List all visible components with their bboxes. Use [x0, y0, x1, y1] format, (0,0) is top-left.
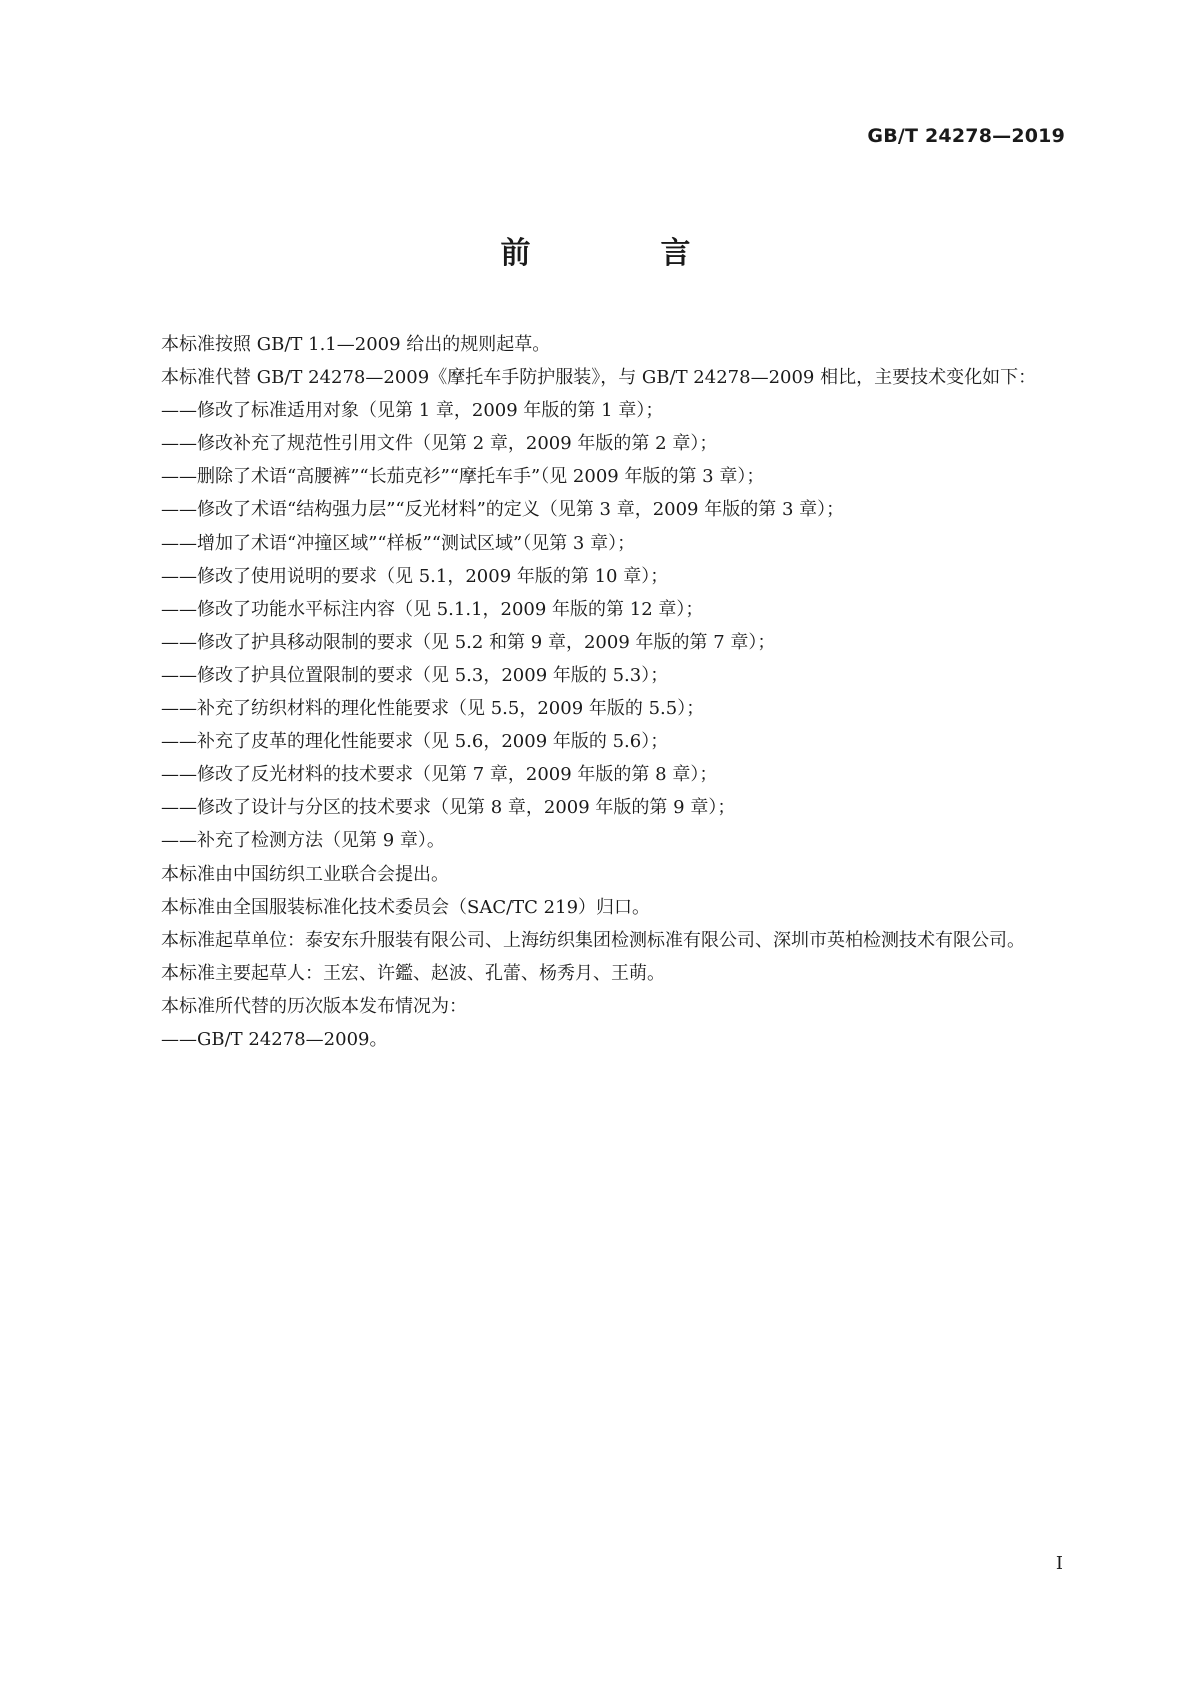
paragraph-drafting-rules: 本标准按照 GB/T 1.1—2009 给出的规则起草。 — [161, 334, 551, 355]
list-item: ——补充了检测方法（见第 9 章）。 — [161, 830, 445, 852]
paragraph-drafting-units: 本标准起草单位：泰安东升服装有限公司、上海纺织集团检测标准有限公司、深圳市英柏检测技术有限公司。 — [161, 929, 1025, 951]
list-item: ——修改了功能水平标注内容（见 5.1.1，2009 年版的第 12 章）； — [161, 598, 704, 620]
page-number: Ⅰ — [1055, 1553, 1063, 1574]
list-item: ——修改了反光材料的技术要求（见第 7 章，2009 年版的第 8 章）； — [161, 764, 718, 786]
paragraph-proposer: 本标准由中国纺织工业联合会提出。 — [161, 863, 449, 885]
paragraph-history-intro: 本标准所代替的历次版本发布情况为： — [161, 995, 467, 1017]
list-item: ——修改了标准适用对象（见第 1 章，2009 年版的第 1 章）； — [161, 400, 664, 422]
document-code: GB/T 24278—2019 — [867, 125, 1065, 147]
foreword-body — [125, 328, 1065, 1056]
list-item: ——增加了术语“冲撞区域”“样板”“测试区域”（见第 3 章）； — [161, 532, 636, 554]
list-item: ——删除了术语“高腰裤”“长茄克衫”“摩托车手”（见 2009 年版的第 3 章）； — [161, 466, 765, 488]
list-item: ——修改了护具位置限制的要求（见 5.3，2009 年版的 5.3）； — [161, 664, 669, 686]
paragraph-drafters: 本标准主要起草人：王宏、许鑑、赵波、孔蕾、杨秀月、王萌。 — [161, 962, 665, 984]
list-item: ——修改了使用说明的要求（见 5.1，2009 年版的第 10 章）； — [161, 565, 669, 587]
paragraph-committee: 本标准由全国服装标准化技术委员会（SAC/TC 219）归口。 — [161, 896, 651, 918]
list-item: ——修改了术语“结构强力层”“反光材料”的定义（见第 3 章，2009 年版的第 3 章）； — [161, 499, 845, 521]
changes-list — [125, 394, 1065, 857]
list-item: ——修改了设计与分区的技术要求（见第 8 章，2009 年版的第 9 章）； — [161, 797, 736, 819]
paragraph-replacement: 本标准代替 GB/T 24278—2009《摩托车手防护服装》，与 GB/T 24278—2009 相比，主要技术变化如下： — [161, 367, 1037, 389]
list-item: ——补充了皮革的理化性能要求（见 5.6，2009 年版的 5.6）； — [161, 731, 669, 753]
list-item: ——补充了纺织材料的理化性能要求（见 5.5，2009 年版的 5.5）； — [161, 698, 705, 720]
history-item: ——GB/T 24278—2009。 — [161, 1028, 388, 1050]
list-item: ——修改了护具移动限制的要求（见 5.2 和第 9 章，2009 年版的第 7 章）； — [161, 631, 776, 653]
list-item: ——修改补充了规范性引用文件（见第 2 章，2009 年版的第 2 章）； — [161, 433, 718, 455]
page-title: 前 言 — [500, 236, 741, 271]
